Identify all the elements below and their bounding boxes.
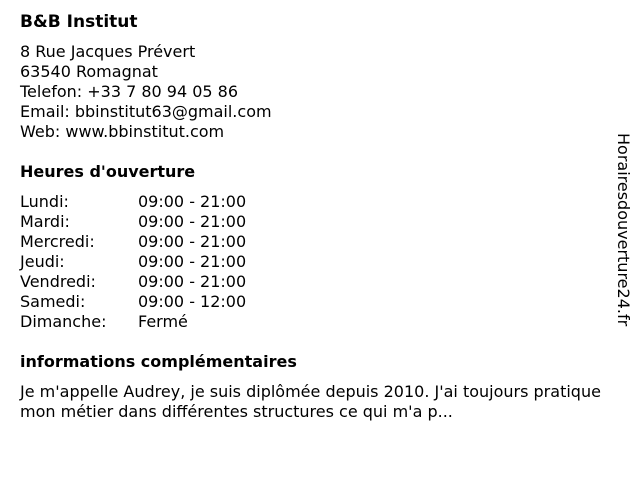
hours-time: 09:00 - 21:00 — [138, 212, 247, 231]
hours-day: Samedi: — [20, 292, 86, 311]
opening-hours-table — [20, 192, 610, 332]
hours-row-monday — [20, 192, 610, 212]
hours-time: 09:00 - 21:00 — [138, 252, 247, 271]
hours-time: 09:00 - 21:00 — [138, 192, 247, 211]
hours-day: Dimanche: — [20, 312, 107, 331]
hours-row-friday — [20, 272, 610, 292]
additional-info-heading: informations complémentaires — [20, 352, 297, 371]
hours-time: Fermé — [138, 312, 188, 331]
hours-time: 09:00 - 12:00 — [138, 292, 247, 311]
additional-info-text: Je m'appelle Audrey, je suis diplômée depuis 2010. J'ai toujours pratique mon métier dans différentes structures ce qui m'a p... — [20, 382, 601, 421]
hours-day: Mardi: — [20, 212, 70, 231]
hours-row-sunday — [20, 312, 610, 332]
hours-row-tuesday — [20, 212, 610, 232]
opening-hours-heading: Heures d'ouverture — [20, 162, 196, 181]
site-watermark-label: Horairesdouverture24.fr — [614, 133, 633, 327]
hours-time: 09:00 - 21:00 — [138, 232, 247, 251]
hours-day: Mercredi: — [20, 232, 95, 251]
street-address: 8 Rue Jacques Prévert — [20, 42, 196, 61]
business-card — [20, 10, 610, 422]
hours-day: Vendredi: — [20, 272, 96, 291]
contact-block — [20, 42, 610, 142]
email-address[interactable]: Email: bbinstitut63@gmail.com — [20, 102, 272, 121]
hours-time: 09:00 - 21:00 — [138, 272, 247, 291]
hours-day: Jeudi: — [20, 252, 65, 271]
hours-row-saturday — [20, 292, 610, 312]
business-name: B&B Institut — [20, 12, 138, 32]
hours-day: Lundi: — [20, 192, 69, 211]
hours-row-thursday — [20, 252, 610, 272]
city-address: 63540 Romagnat — [20, 62, 158, 81]
website-link[interactable]: Web: www.bbinstitut.com — [20, 122, 225, 141]
phone-number[interactable]: Telefon: +33 7 80 94 05 86 — [20, 82, 239, 101]
hours-row-wednesday — [20, 232, 610, 252]
